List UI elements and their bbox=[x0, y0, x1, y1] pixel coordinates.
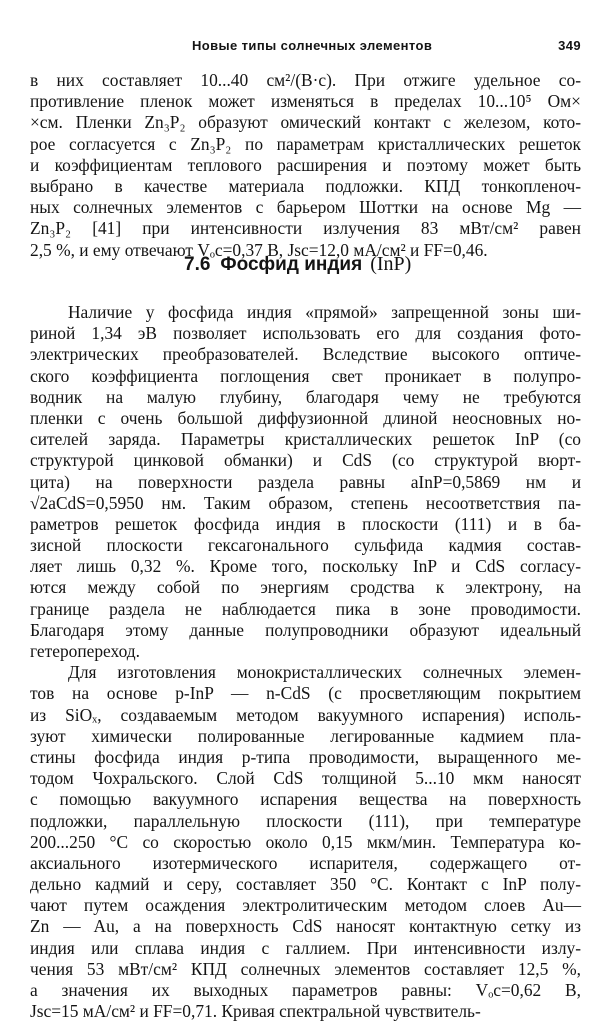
text-line: пленки с очень большой диффузионной длиной неосновных но- bbox=[30, 407, 581, 428]
text-line: Zn₃P₂ [41] при интенсивности излучения 83 мВт/см² равен bbox=[30, 218, 581, 239]
section-heading bbox=[184, 253, 411, 283]
text-line: электрических преобразователей. Вследствие высокого оптиче- bbox=[30, 344, 581, 365]
text-line: ского коэффициента поглощения свет проникает в полупро- bbox=[30, 365, 581, 386]
text-line: рое согласуется с Zn₃P₂ по параметрам кристаллических решеток bbox=[30, 133, 581, 154]
paragraph-continued bbox=[30, 70, 581, 261]
text-line: из SiOₓ, создаваемым методом вакуумного испарения) исполь- bbox=[30, 704, 581, 725]
text-line: Наличие у фосфида индия «прямой» запрещенной зоны ши- bbox=[68, 302, 581, 322]
running-title: Новые типы солнечных элементов bbox=[192, 38, 433, 53]
text-line: структурой цинковой обманки) и CdS (со структурой вюрт- bbox=[30, 450, 581, 471]
text-line: аксиального изотермического испарителя, содержащего от- bbox=[30, 852, 581, 873]
text-line: ются между собой по энергиям сродства к электрону, на bbox=[30, 577, 581, 598]
text-line: водник на малую глубину, благодаря чему не требуются bbox=[30, 386, 581, 407]
text-line: ×см. Пленки Zn₃P₂ образуют омический контакт с железом, кото- bbox=[30, 112, 581, 133]
text-line: а значения их выходных параметров равны: Vₒc=0,62 В, bbox=[30, 980, 581, 1000]
text-line: цита) на поверхности раздела равны aInP=0,5869 нм и bbox=[30, 471, 581, 492]
text-line: тов на основе p-InP — n-CdS (с просветляющим покрытием bbox=[30, 683, 581, 704]
text-line: Zn — Au, а на поверхность CdS наносят контактную сетку из bbox=[30, 916, 581, 937]
text-line: чают путем осаждения электролитическим методом слоев Au— bbox=[30, 895, 581, 916]
text-line: границе раздела не наблюдается пика в зоне проводимости. bbox=[30, 598, 581, 619]
text-line: тодом Чохральского. Слой CdS толщиной 5...10 мкм наносят bbox=[30, 768, 581, 789]
text-line: ных солнечных элементов с барьером Шоттки на основе Mg — bbox=[30, 197, 581, 218]
text-line: индия или сплава индия с галлием. При интенсивности излу- bbox=[30, 937, 581, 958]
text-line: дельно кадмий и серу, составляет 350 °C. Контакт с InP полу- bbox=[30, 874, 581, 895]
text-line: риной 1,34 эВ позволяет использовать его для создания фото- bbox=[30, 323, 581, 344]
text-line: Jsc=15 мА/см² и FF=0,71. Кривая спектральной чувствитель- bbox=[30, 1001, 481, 1022]
text-line: 2,5 %, и ему отвечают Vₒc=0,37 В, Jsc=12,0 мА/см² и FF=0,46. bbox=[30, 239, 488, 260]
text-line: стины фосфида индия p-типа проводимости, выращенного ме- bbox=[30, 746, 581, 767]
section-number: 7.6 bbox=[184, 254, 211, 275]
text-line: подложки, параллельную плоскости (111), при температуре bbox=[30, 810, 581, 831]
text-line: в них составляет 10...40 см²/(В·с). При отжиге удельное со- bbox=[30, 70, 581, 90]
text-line: и коэффициентам теплового расширения и поэтому может быть bbox=[30, 154, 581, 175]
text-line: зисной плоскости гексагонального сульфида кадмия состав- bbox=[30, 535, 581, 556]
text-line: противление пленок может изменяться в пределах 10...10⁵ Ом× bbox=[30, 91, 581, 112]
text-line: Благодаря этому данные полупроводники образуют идеальный bbox=[30, 619, 581, 640]
running-header bbox=[30, 38, 581, 58]
text-line: ляет лишь 0,32 %. Кроме того, поскольку InP и CdS согласу- bbox=[30, 556, 581, 577]
section-formula: (InP) bbox=[370, 253, 412, 275]
text-line: зуют химически полированные легированные кадмием пла- bbox=[30, 725, 581, 746]
text-line: сителей заряда. Параметры кристаллических решеток InP (со bbox=[30, 429, 581, 450]
text-line: выбрано в качестве материала подложки. КПД тонкопленоч- bbox=[30, 175, 581, 196]
text-line: с помощью вакуумного испарения вещества на поверхность bbox=[30, 789, 581, 810]
text-line: гетеропереход. bbox=[30, 641, 140, 661]
text-line: Для изготовления монокристаллических солнечных элемен- bbox=[68, 662, 581, 683]
section-body bbox=[30, 302, 581, 1022]
text-line: чения 53 мВт/см² КПД солнечных элементов составляет 12,5 %, bbox=[30, 958, 581, 979]
text-line: раметров решеток фосфида индия в плоскости (111) и в ба- bbox=[30, 513, 581, 534]
page-number: 349 bbox=[558, 38, 581, 53]
text-line: √2aCdS=0,5950 нм. Таким образом, степень несоответствия па- bbox=[30, 492, 581, 513]
text-line: 200...250 °C со скоростью около 0,15 мкм/мин. Температура ко- bbox=[30, 831, 581, 852]
section-title: Фосфид индия bbox=[220, 254, 363, 275]
